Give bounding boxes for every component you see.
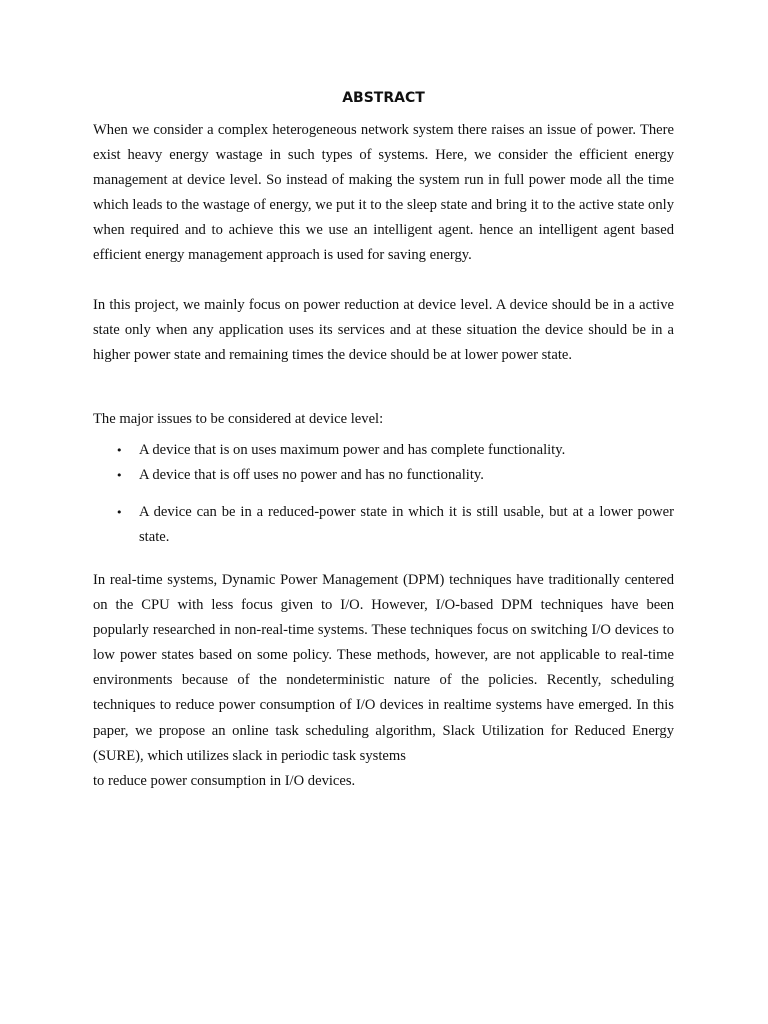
document-page [93, 0, 674, 1024]
paragraph-3-tail: to reduce power consumption in I/O devices. [93, 772, 356, 789]
bullet-icon: • [116, 444, 123, 457]
paragraph-3-body: In real-time systems, Dynamic Power Management (DPM) techniques have traditionally centered on the CPU with less focus given to I/O. However, I/O-based DPM techniques have been popularly researched in non-real-time systems. These techniques focus on switching I/O devices to low power states based on some policy. These methods, however, are not applicable to real-time environments because of the nondeterministic nature of the policies. Recently, scheduling techniques to reduce power consumption of I/O devices in realtime systems have emerged. In this paper, we propose an online task scheduling algorithm, Slack Utilization for Reduced Energy (SURE), which utilizes slack in periodic task systems [93, 572, 674, 764]
issues-intro: The major issues to be considered at device level: [93, 411, 384, 427]
list-item-text: A device can be in a reduced-power state in which it is still usable, but at a lower power state. [139, 504, 674, 546]
abstract-paragraph-2: In this project, we mainly focus on power reduction at device level. A device should be in a active state only when any application uses its services and at these situation the device should be in a higher power state and remaining times the device should be at lower power state. [93, 297, 674, 364]
abstract-paragraph-1: When we consider a complex heterogeneous network system there raises an issue of power. There exist heavy energy wastage in such types of systems. Here, we consider the efficient energy management at device level. So instead of making the system run in full power mode all the time which leads to the wastage of energy, we put it to the sleep state and bring it to the active state only when required and to achieve this we use an intelligent agent. hence an intelligent agent based efficient energy management approach is used for saving energy. [93, 122, 674, 264]
list-item [116, 500, 674, 550]
list-item [116, 463, 674, 488]
page-title: ABSTRACT [342, 90, 425, 106]
list-item-text: A device that is off uses no power and has no functionality. [139, 467, 484, 483]
bullet-icon: • [116, 469, 123, 482]
abstract-paragraph-3 [93, 568, 674, 794]
list-item-text: A device that is on uses maximum power and has complete functionality. [139, 442, 566, 458]
list-item [116, 438, 674, 463]
bullet-icon: • [116, 506, 123, 519]
